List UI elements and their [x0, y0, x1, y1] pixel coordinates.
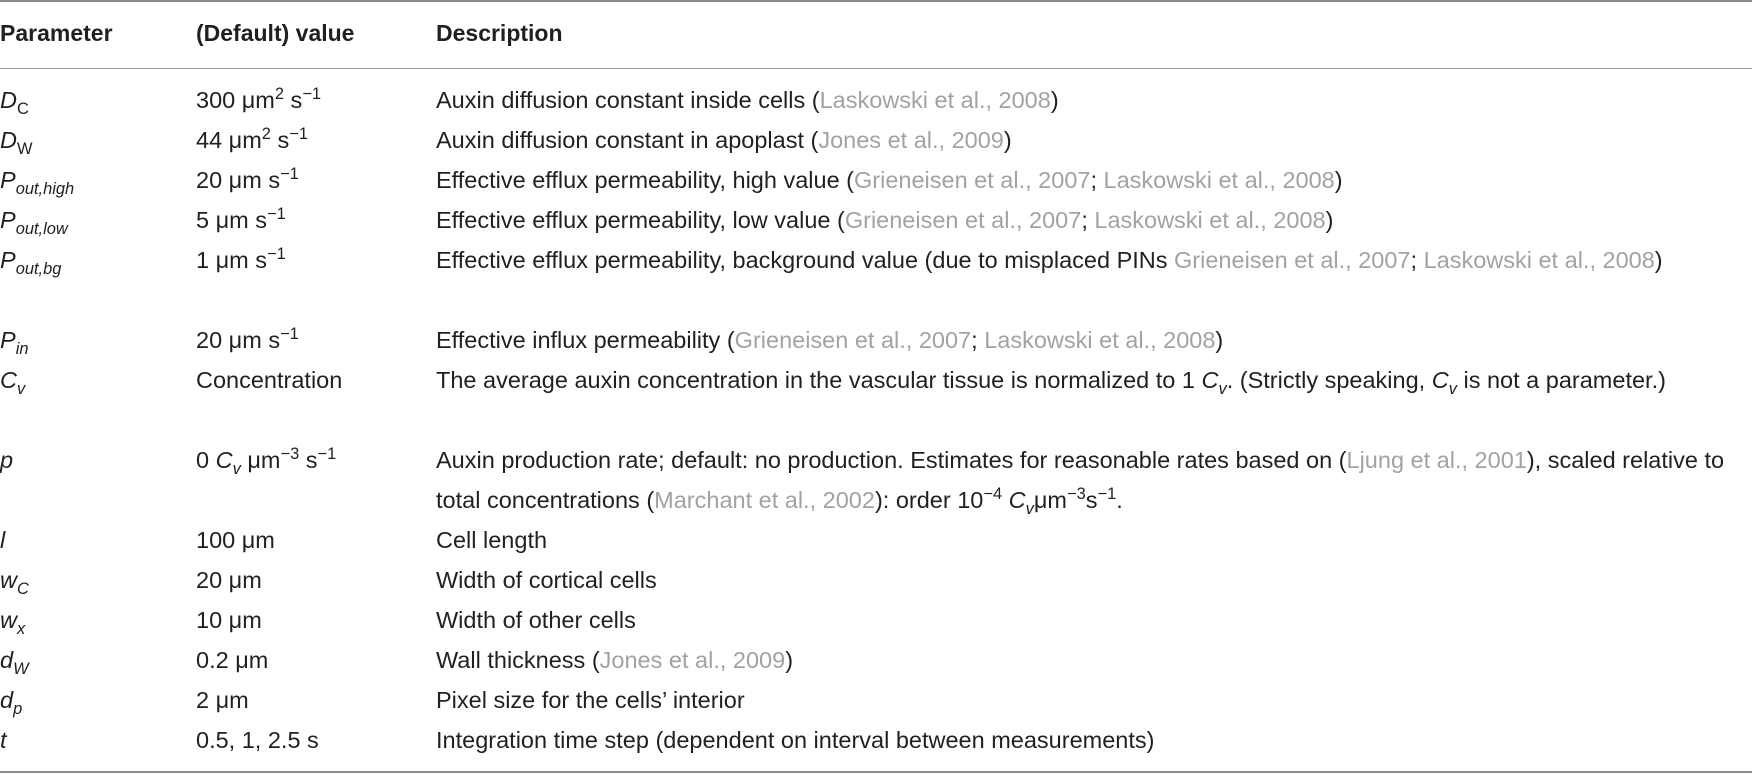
- parameter-description: Effective efflux permeability, high value (Grieneisen et al., 2007; Laskowski et al., 2008): [436, 167, 1343, 193]
- citation-link[interactable]: Laskowski et al., 2008: [819, 87, 1051, 113]
- parameter-description: Auxin diffusion constant in apoplast (Jones et al., 2009): [436, 127, 1012, 153]
- parameter-symbol: $D_W$: [0, 127, 33, 158]
- citation-link[interactable]: Grieneisen et al., 2007: [734, 327, 972, 353]
- citation-link[interactable]: Grieneisen et al., 2007: [854, 167, 1091, 193]
- parameter-symbol: $P_{out,low}$: [0, 207, 68, 238]
- header-description: Description: [436, 20, 563, 46]
- parameter-value: 300 $\mu m^2$ $s^{-1}$: [196, 85, 322, 113]
- parameter-description: Effective influx permeability (Grieneisen et al., 2007; Laskowski et al., 2008): [436, 327, 1224, 353]
- parameter-value: 1 μm $s^{-1}$: [196, 245, 286, 273]
- parameter-symbol: $P_{out,bg}$: [0, 247, 62, 278]
- citation-link[interactable]: Laskowski et al., 2008: [1423, 247, 1655, 273]
- citation-link[interactable]: Jones et al., 2009: [599, 647, 786, 673]
- parameter-description: The average auxin concentration in the vascular tissue is normalized to 1 $C_v$. (Strictly speaking, $C_v$ is not a parameter.): [436, 367, 1666, 398]
- parameter-value: 0.5, 1, 2.5 s: [196, 727, 319, 753]
- citation-link[interactable]: Marchant et al., 2002: [654, 487, 875, 513]
- parameter-description: Integration time step (dependent on interval between measurements): [436, 727, 1155, 753]
- parameter-value: 100 μm: [196, 527, 275, 553]
- citation-link[interactable]: Grieneisen et al., 2007: [1174, 247, 1411, 273]
- citation-link[interactable]: Laskowski et al., 2008: [984, 327, 1216, 353]
- header-parameter: Parameter: [0, 20, 113, 46]
- parameter-symbol: $w_x$: [0, 607, 26, 638]
- parameter-symbol: $P_{out,high}$: [0, 167, 75, 198]
- parameter-value: 0.2 μm: [196, 647, 269, 673]
- parameter-description: Pixel size for the cells’ interior: [436, 687, 745, 713]
- parameter-symbol: t: [0, 727, 7, 753]
- parameter-value: 44 $\mu m^2$ $s^{-1}$: [196, 125, 308, 153]
- parameter-value: 2 μm: [196, 687, 249, 713]
- parameter-value: 20 μm $s^{-1}$: [196, 325, 299, 353]
- table-bottom-rule: [0, 771, 1752, 773]
- parameter-value: Concentration: [196, 367, 343, 393]
- parameter-description: Auxin diffusion constant inside cells (Laskowski et al., 2008): [436, 87, 1059, 113]
- parameter-symbol: $w_C$: [0, 567, 29, 598]
- parameter-description: Auxin production rate; default: no production. Estimates for reasonable rates based on (Ljung et al., 2001), scaled relative to total concentrations (Marchant et al., 2002): order $10^{-4}$ $C_v\mu m^{-3}s^{-1}$.: [436, 447, 1725, 518]
- parameter-symbol: $d_p$: [0, 687, 23, 718]
- citation-link[interactable]: Grieneisen et al., 2007: [844, 207, 1082, 233]
- citation-link[interactable]: Laskowski et al., 2008: [1103, 167, 1335, 193]
- citation-link[interactable]: Ljung et al., 2001: [1346, 447, 1527, 473]
- parameter-value: 5 μm $s^{-1}$: [196, 205, 286, 233]
- parameter-symbol: $d_W$: [0, 647, 29, 678]
- parameter-value: 20 μm: [196, 567, 262, 593]
- parameter-description: Width of other cells: [436, 607, 636, 633]
- parameter-symbol: $C_v$: [0, 367, 26, 398]
- parameter-symbol: $D_C$: [0, 87, 29, 118]
- parameter-description: Effective efflux permeability, background value (due to misplaced PINs Grieneisen et al., 2007; Laskowski et al., 2008): [436, 247, 1663, 273]
- parameter-description: Wall thickness (Jones et al., 2009): [436, 647, 794, 673]
- parameter-description: Cell length: [436, 527, 548, 553]
- citation-link[interactable]: Laskowski et al., 2008: [1094, 207, 1326, 233]
- parameter-symbol: p: [0, 447, 14, 473]
- parameter-value: 20 μm $s^{-1}$: [196, 165, 299, 193]
- parameter-symbol: l: [0, 527, 6, 553]
- parameter-description: Effective efflux permeability, low value (Grieneisen et al., 2007; Laskowski et al., 2008): [436, 207, 1334, 233]
- parameter-value: 0 $C_v$ $\mu m^{-3}$ $s^{-1}$: [196, 445, 337, 478]
- header-rule: [0, 68, 1752, 69]
- citation-link[interactable]: Jones et al., 2009: [818, 127, 1004, 153]
- parameter-symbol: $P_{in}$: [0, 327, 29, 358]
- table-top-rule: [0, 0, 1752, 2]
- header-default-value: (Default) value: [196, 20, 355, 46]
- parameter-value: 10 μm: [196, 607, 262, 633]
- parameter-description: Width of cortical cells: [436, 567, 657, 593]
